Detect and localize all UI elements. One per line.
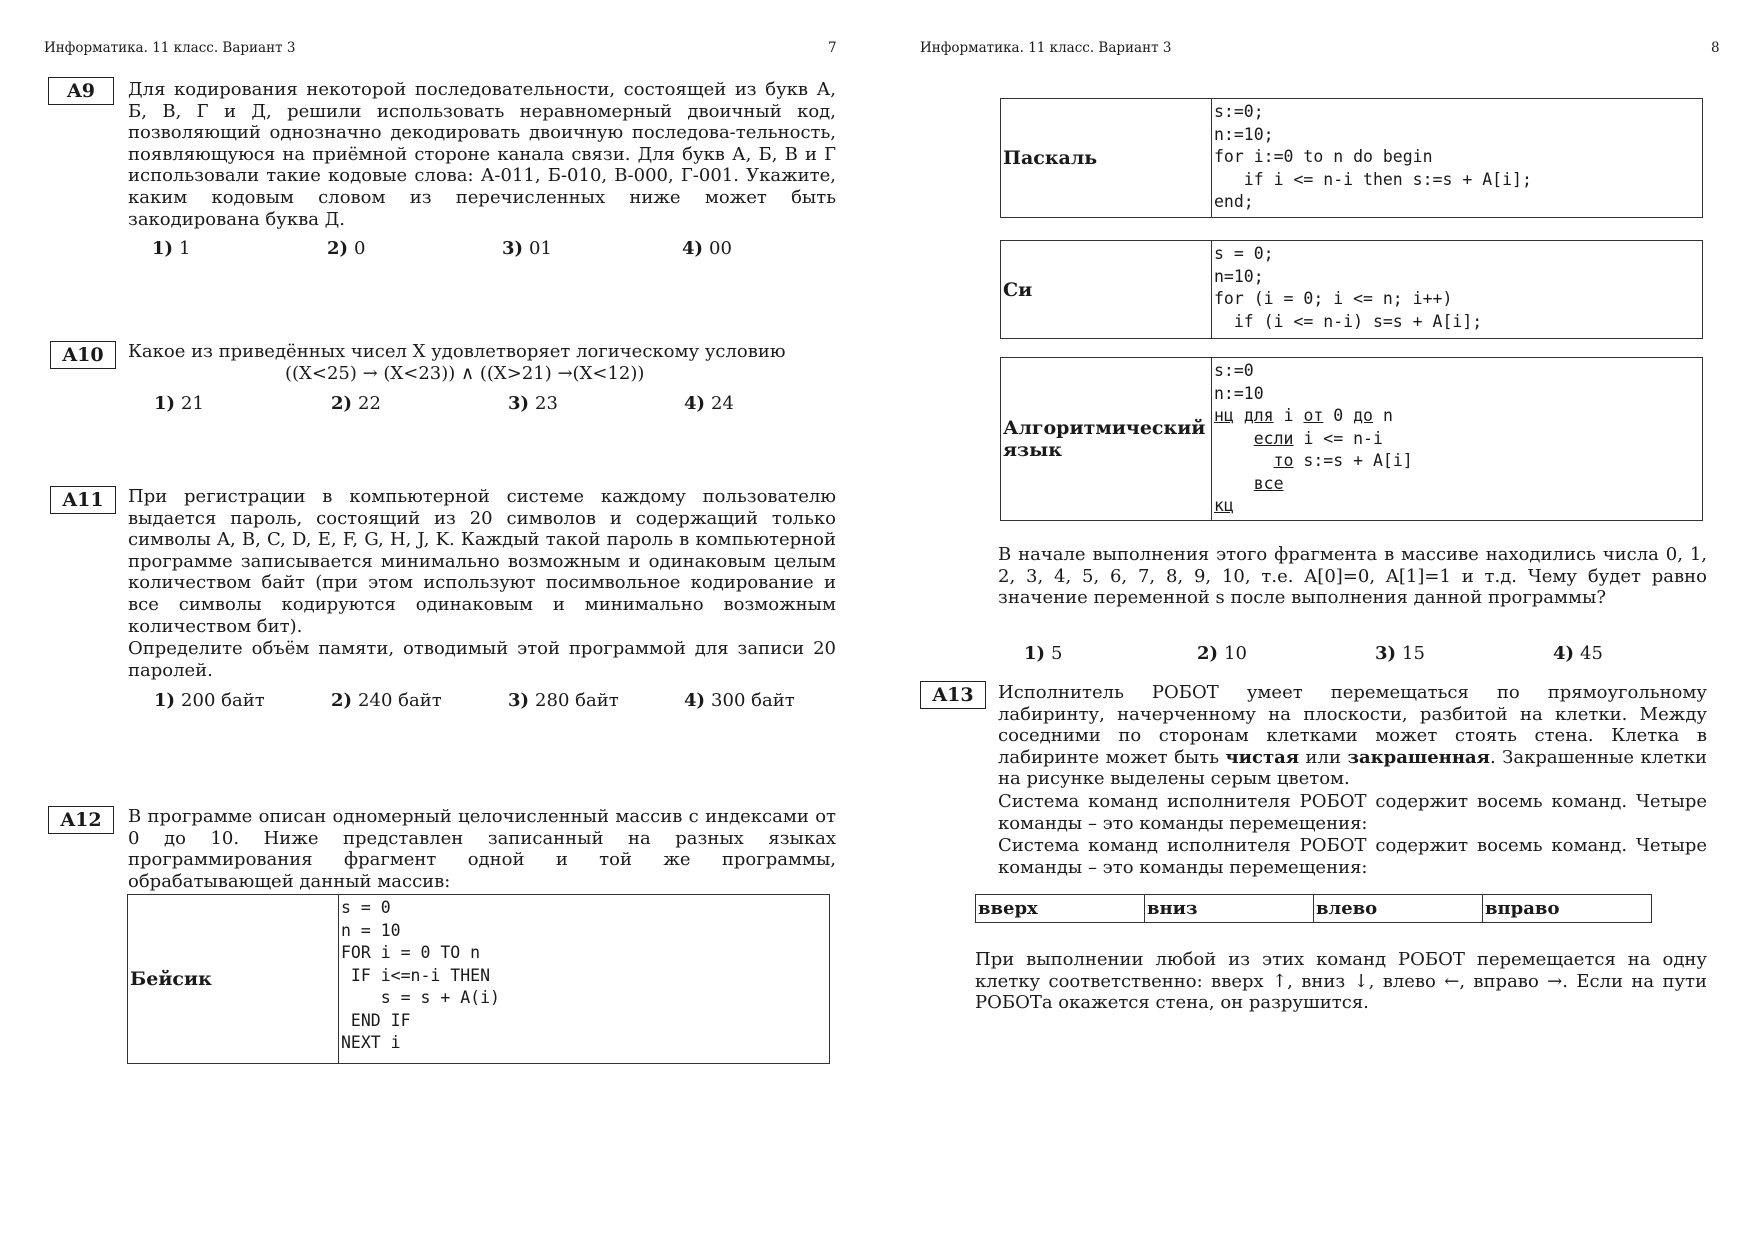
answer-option: 1) 5 [1024, 643, 1063, 664]
answer-option: 2) 0 [327, 238, 366, 259]
code-c: s = 0; n=10; for (i = 0; i <= n; i++) if (i <= n-i) s=s + A[i]; [1212, 241, 1703, 339]
answer-option: 4) 300 байт [684, 690, 795, 711]
question-label-a10: A10 [50, 341, 116, 369]
answer-option: 2) 240 байт [331, 690, 442, 711]
command-system-text-repeat: Система команд исполнителя РОБОТ содержит восемь команд. Четыре команды – это команды перемещения: [998, 835, 1707, 878]
logic-formula: ((X<25) → (X<23)) ∧ ((X>21) →(X<12)) [285, 363, 645, 384]
question-label-a11: A11 [50, 486, 116, 514]
lang-algorithmic: Алгоритмический язык [1001, 358, 1212, 521]
question-text-a12: В программе описан одномерный целочисленный массив с индексами от 0 до 10. Ниже представлен записанный на разных языках программирования фрагмент одной и той же программы, обрабатывающей данный массив: [128, 806, 836, 892]
command-right: вправо [1483, 895, 1652, 923]
code-table-basic [127, 894, 830, 1064]
answer-option: 3) 280 байт [508, 690, 619, 711]
answer-option: 1) 21 [154, 393, 204, 414]
header-title: Информатика. 11 класс. Вариант 3 [920, 40, 1172, 56]
question-label-a9: A9 [48, 77, 114, 105]
question-text-a9: Для кодирования некоторой последовательности, состоящей из букв А, Б, В, Г и Д, решили использовать неравномерный двоичный код, позволяющий однозначно декодировать двоичную последова-тельность, появляющуюся на приёмной стороне канала связи. Для букв А, Б, В и Г использовали такие кодовые слова: А-011, Б-010, В-000, Г-001. Укажите, каким кодовым словом из перечисленных ниже может быть закодирована буква Д. [128, 79, 836, 230]
code-table-algorithmic [1000, 357, 1703, 521]
question-label-a12: A12 [48, 806, 114, 834]
right-page [877, 0, 1754, 1239]
movement-commands-table [975, 894, 1652, 923]
question-text-a10: Какое из приведённых чисел X удовлетворяет логическому условию [128, 341, 786, 362]
answer-option: 4) 24 [684, 393, 734, 414]
command-system-text: Система команд исполнителя РОБОТ содержит восемь команд. Четыре команды – это команды перемещения: [998, 791, 1707, 834]
code-table-c [1000, 240, 1703, 339]
code-table-pascal [1000, 98, 1703, 218]
a12-question: В начале выполнения этого фрагмента в массиве находились числа 0, 1, 2, 3, 4, 5, 6, 7, 8, 9, 10, т.е. A[0]=0, A[1]=1 и т.д. Чему будет равно значение переменной s после выполнения данной программы? [998, 544, 1707, 609]
question-text-a11: При регистрации в компьютерной системе каждому пользователю выдается пароль, состоящий из 20 символов и содержащий только символы A, B, C, D, E, F, G, H, J, K. Каждый такой пароль в компьютерной программе записывается минимально возможным и одинаковым целым количеством байт (при этом используют посимвольное кодирование и все символы кодируются одинаковым и минимально возможным количеством бит). [128, 486, 836, 637]
command-up: вверх [976, 895, 1145, 923]
lang-pascal: Паскаль [1001, 99, 1212, 218]
answer-option: 4) 45 [1553, 643, 1603, 664]
answer-option: 3) 23 [508, 393, 558, 414]
answers-a11 [154, 690, 795, 711]
code-pascal: s:=0; n:=10; for i:=0 to n do begin if i <= n-i then s:=s + A[i]; end; [1212, 99, 1703, 218]
page-number: 7 [828, 40, 837, 56]
command-down: вниз [1145, 895, 1314, 923]
page-number: 8 [1711, 40, 1720, 56]
answers-a10 [154, 393, 734, 414]
answers-a9 [152, 238, 732, 259]
lang-basic: Бейсик [128, 895, 339, 1064]
answer-option: 4) 00 [682, 238, 732, 259]
answer-option: 3) 15 [1375, 643, 1425, 664]
answer-option: 1) 1 [152, 238, 191, 259]
code-algorithmic: s:=0 n:=10 нц для i от 0 до n если i <= n-i то s:=s + A[i] все кц [1212, 358, 1703, 521]
question-text-a13: Исполнитель РОБОТ умеет перемещаться по прямоугольному лабиринту, начерченному на плоскости, разбитой на клетки. Между соседними по сторонам клетками может стоять стена. Клетка в лабиринте может быть чистая или закрашенная. Закрашенные клетки на рисунке выделены серым цветом. [998, 682, 1707, 790]
answer-option: 1) 200 байт [154, 690, 265, 711]
header-title: Информатика. 11 класс. Вариант 3 [44, 40, 296, 56]
answer-option: 3) 01 [502, 238, 552, 259]
lang-c: Си [1001, 241, 1212, 339]
code-basic: s = 0 n = 10 FOR i = 0 TO n IF i<=n-i THEN s = s + A(i) END IF NEXT i [339, 895, 830, 1064]
movement-explanation: При выполнении любой из этих команд РОБОТ перемещается на одну клетку соответственно: вверх ↑, вниз ↓, влево ←, вправо →. Если на пути РОБОТа окажется стена, он разрушится. [975, 949, 1707, 1014]
answer-option: 2) 10 [1197, 643, 1247, 664]
answers-a12 [1024, 643, 1603, 664]
question-label-a13: A13 [920, 681, 986, 709]
question-text-a11-task: Определите объём памяти, отводимый этой программой для записи 20 паролей. [128, 638, 836, 681]
answer-option: 2) 22 [331, 393, 381, 414]
command-left: влево [1314, 895, 1483, 923]
